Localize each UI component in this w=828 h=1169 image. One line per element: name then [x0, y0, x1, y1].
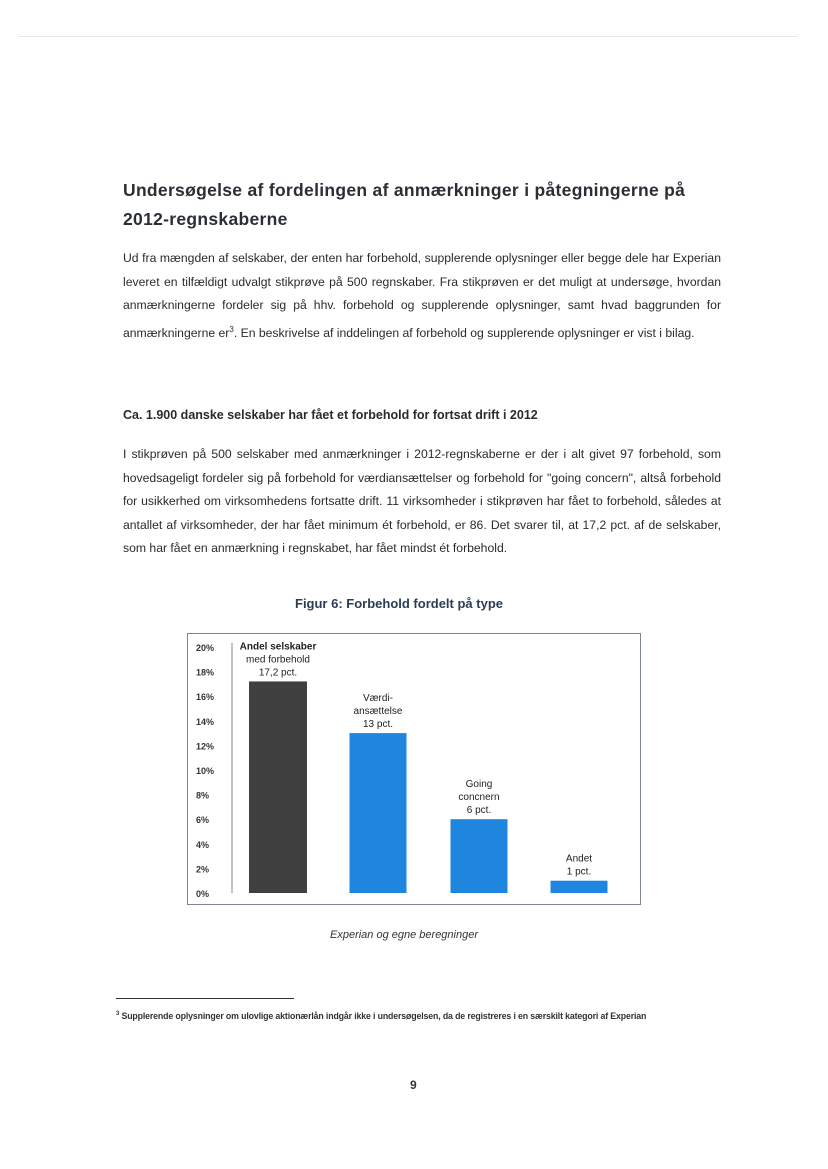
y-tick-label: 6%: [196, 815, 210, 826]
y-tick-label: 14%: [196, 716, 215, 727]
intro-paragraph: [123, 247, 721, 345]
data-label: 13 pct.: [362, 719, 394, 731]
data-label: concnern: [458, 792, 500, 804]
y-tick-label: 12%: [196, 741, 215, 752]
data-label: 1 pct.: [566, 866, 592, 878]
subheading: Ca. 1.900 danske selskaber har fået et forbehold for fortsat drift i 2012: [123, 408, 538, 422]
data-label: 17,2 pct.: [258, 667, 298, 679]
body-paragraph: I stikprøven på 500 selskaber med anmærkninger i 2012-regnskaberne er der i alt givet 97 forbehold, som hovedsageligt fordeler sig på forbehold for værdiansættelser og forbehold for "going concern", altså forbehold for usikkerhed om virksomhedens fortsatte drift. 11 virksomheder i stikprøven har fået to forbehold, således at antallet af virksomheder, der har fået minimum ét forbehold, er 86. Det svarer til, at 17,2 pct. af de selskaber, som har fået en anmærkning i regnskabet, har fået mindst ét forbehold.: [123, 447, 721, 555]
y-tick-label: 4%: [196, 839, 210, 850]
footnote-mark: 3: [116, 1011, 120, 1018]
bar: [249, 681, 307, 893]
bar: [350, 733, 407, 893]
y-tick-label: 16%: [196, 692, 215, 703]
chart-canvas: [188, 634, 640, 904]
footnote-text: Supplerende oplysninger om ulovlige aktionærlån indgår ikke i undersøgelsen, da de registreres i en særskilt kategori af Experian: [121, 1011, 647, 1021]
section-heading: Undersøgelse af fordelingen af anmærkninger i påtegningerne på 2012-regnskaberne: [123, 180, 686, 229]
figure-title: Figur 6: Forbehold fordelt på type: [295, 596, 503, 611]
data-label: Going: [465, 779, 493, 791]
y-tick-label: 10%: [196, 766, 215, 776]
data-label: Værdi-: [362, 693, 394, 705]
footnote-reference: 3: [229, 324, 234, 334]
data-label: Andet: [565, 853, 593, 865]
intro-paragraph-end: . En beskrivelse af inddelingen af forbehold og supplerende oplysninger er vist i bilag.: [233, 325, 695, 340]
data-label: Andel selskaber: [239, 641, 317, 653]
footnote: [116, 1011, 756, 1021]
scan-edge-line: [18, 36, 798, 37]
y-tick-label: 18%: [196, 667, 215, 678]
figure-source: Experian og egne beregninger: [330, 929, 479, 941]
bar: [451, 819, 508, 893]
bar-chart: [187, 633, 641, 905]
data-label: med forbehold: [246, 654, 310, 666]
page-number: 9: [410, 1078, 417, 1092]
footnote-separator: [116, 998, 294, 999]
data-label: ansættelse: [353, 706, 403, 718]
bar: [551, 881, 608, 893]
intro-paragraph-text: Ud fra mængden af selskaber, der enten har forbehold, supplerende oplysninger eller begge dele har Experian leveret en tilfældigt udvalgt stikprøve på 500 regnskaber. Fra stikprøven er det muligt at undersøge, hvordan anmærkningerne fordeler sig på hhv. forbehold og supplerende oplysninger, samt hvad baggrunden for anmærkningerne er: [123, 251, 721, 340]
y-tick-label: 0%: [196, 889, 210, 899]
data-label: 6 pct.: [466, 805, 492, 817]
y-tick-label: 8%: [196, 790, 210, 801]
y-tick-label: 2%: [196, 864, 210, 875]
y-tick-label: 20%: [196, 643, 215, 653]
